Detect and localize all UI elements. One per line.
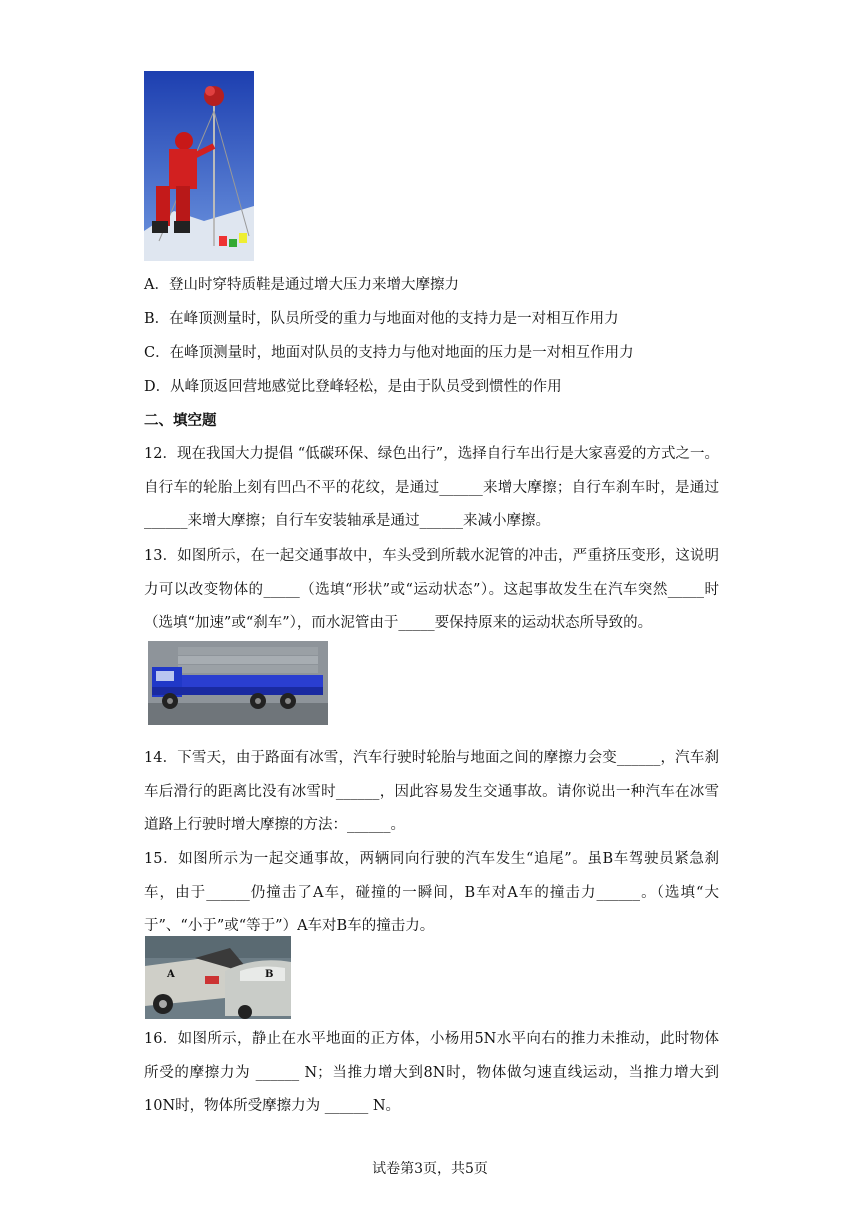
q11-option-b: B．在峰顶测量时，队员所受的重力与地面对他的支持力是一对相互作用力	[144, 311, 619, 327]
q11-option-a: A．登山时穿特质鞋是通过增大压力来增大摩擦力	[144, 277, 459, 293]
section-heading: 二、填空题	[144, 412, 217, 429]
question-14: 14．下雪天，由于路面有冰雪，汽车行驶时轮胎与地面之间的摩擦力会变______，汽车刹车后滑行的距离比没有冰雪时______，因此容易发生交通事故。请你说出一种汽车在冰雪道路上行驶时增大摩擦的方法：______。	[144, 750, 719, 833]
question-16: 16．如图所示，静止在水平地面的正方体，小杨用5N水平向右的推力未推动，此时物体所受的摩擦力为 ______ N；当推力增大到8N时，物体做匀速直线运动，当推力增大到10N时，物体所受摩擦力为 ______ N。	[144, 1031, 719, 1114]
page-footer: 试卷第3页，共5页	[372, 1161, 488, 1177]
q11-option-d: D．从峰顶返回营地感觉比登峰轻松，是由于队员受到惯性的作用	[144, 379, 562, 395]
collision-photo	[145, 936, 291, 1019]
q11-option-c: C．在峰顶测量时，地面对队员的支持力与他对地面的压力是一对相互作用力	[144, 345, 634, 361]
truck-photo	[148, 641, 328, 725]
car-a-label: A	[167, 969, 175, 980]
climber-photo	[144, 71, 254, 261]
question-15: 15．如图所示为一起交通事故，两辆同向行驶的汽车发生“追尾”。虽B车驾驶员紧急刹车，由于______仍撞击了A车，碰撞的一瞬间，B车对A车的撞击力______。（选填“大于”、“小于”或“等于”）A车对B车的撞击力。	[144, 851, 719, 934]
car-b-label: B	[265, 969, 274, 980]
question-13: 13．如图所示，在一起交通事故中，车头受到所载水泥管的冲击，严重挤压变形，这说明力可以改变物体的_____（选填“形状”或“运动状态”）。这起事故发生在汽车突然_____时（选填“加速”或“刹车”），而水泥管由于_____要保持原来的运动状态所导致的。	[144, 548, 719, 631]
question-12: 12．现在我国大力提倡 “低碳环保、绿色出行”，选择自行车出行是大家喜爱的方式之一。自行车的轮胎上刻有凹凸不平的花纹，是通过______来增大摩擦；自行车刹车时，是通过______来增大摩擦；自行车安装轴承是通过______来减小摩擦。	[144, 446, 719, 529]
